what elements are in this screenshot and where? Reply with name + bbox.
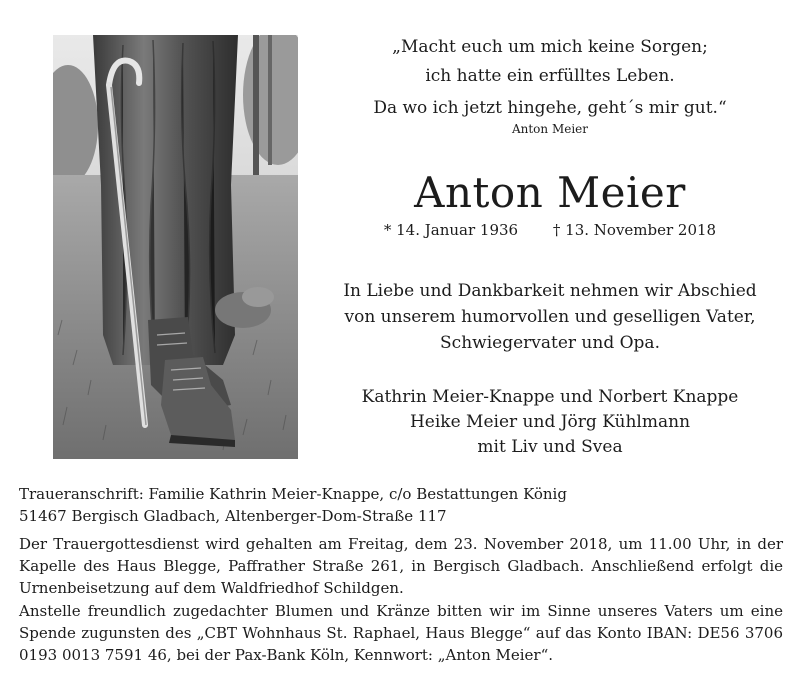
family-line: Kathrin Meier-Knappe und Norbert Knappe [361, 387, 739, 407]
message-line: Schwiegervater und Opa. [440, 333, 660, 353]
deceased-name: Anton Meier [414, 168, 686, 217]
family-line: mit Liv und Svea [477, 437, 623, 457]
quote-line: ich hatte ein erfülltes Leben. [425, 66, 675, 86]
family-names [315, 385, 785, 460]
message-line: In Liebe und Dankbarkeit nehmen wir Abschied [343, 281, 757, 301]
life-dates [315, 221, 785, 239]
tree-cane-boots-photo-icon [53, 35, 298, 459]
message-line: von unserem humorvollen und geselligen Vater, [344, 307, 756, 327]
farewell-message [315, 278, 785, 356]
quote-author: Anton Meier [511, 122, 589, 136]
quote-line: „Macht euch um mich keine Sorgen; [392, 37, 708, 57]
address-line: 51467 Bergisch Gladbach, Altenberger-Dom-Straße 117 [19, 507, 447, 525]
family-line: Heike Meier und Jörg Kühlmann [409, 412, 691, 432]
quote-block [315, 33, 785, 123]
death-date: † 13. November 2018 [552, 221, 717, 239]
memorial-photo [53, 35, 298, 459]
quote-line: Da wo ich jetzt hingehe, geht´s mir gut.“ [373, 98, 727, 118]
address-line: Traueranschrift: Familie Kathrin Meier-Knappe, c/o Bestattungen König [19, 485, 567, 503]
service-text: Der Trauergottesdienst wird gehalten am Freitag, dem 23. November 2018, um 11.00 Uhr, in der Kapelle des Haus Blegge, Paffrather Straße 261, in Bergisch Gladbach. Anschließend erfolgt die Urnenbeisetzung auf dem Waldfriedhof Schildgen. [19, 535, 783, 597]
birth-date: * 14. Januar 1936 [383, 221, 519, 239]
donation-text: Anstelle freundlich zugedachter Blumen und Kränze bitten wir im Sinne unseres Vaters um eine Spende zugunsten des „CBT Wohnhaus St. Raphael, Haus Blegge“ auf das Konto IBAN: DE56 3706 0193 0013 7591 46, bei der Pax-Bank Köln, Kennwort: „Anton Meier“. [19, 602, 783, 664]
donation-request [19, 600, 783, 666]
mourning-address [19, 483, 783, 527]
funeral-service-info [19, 533, 783, 599]
